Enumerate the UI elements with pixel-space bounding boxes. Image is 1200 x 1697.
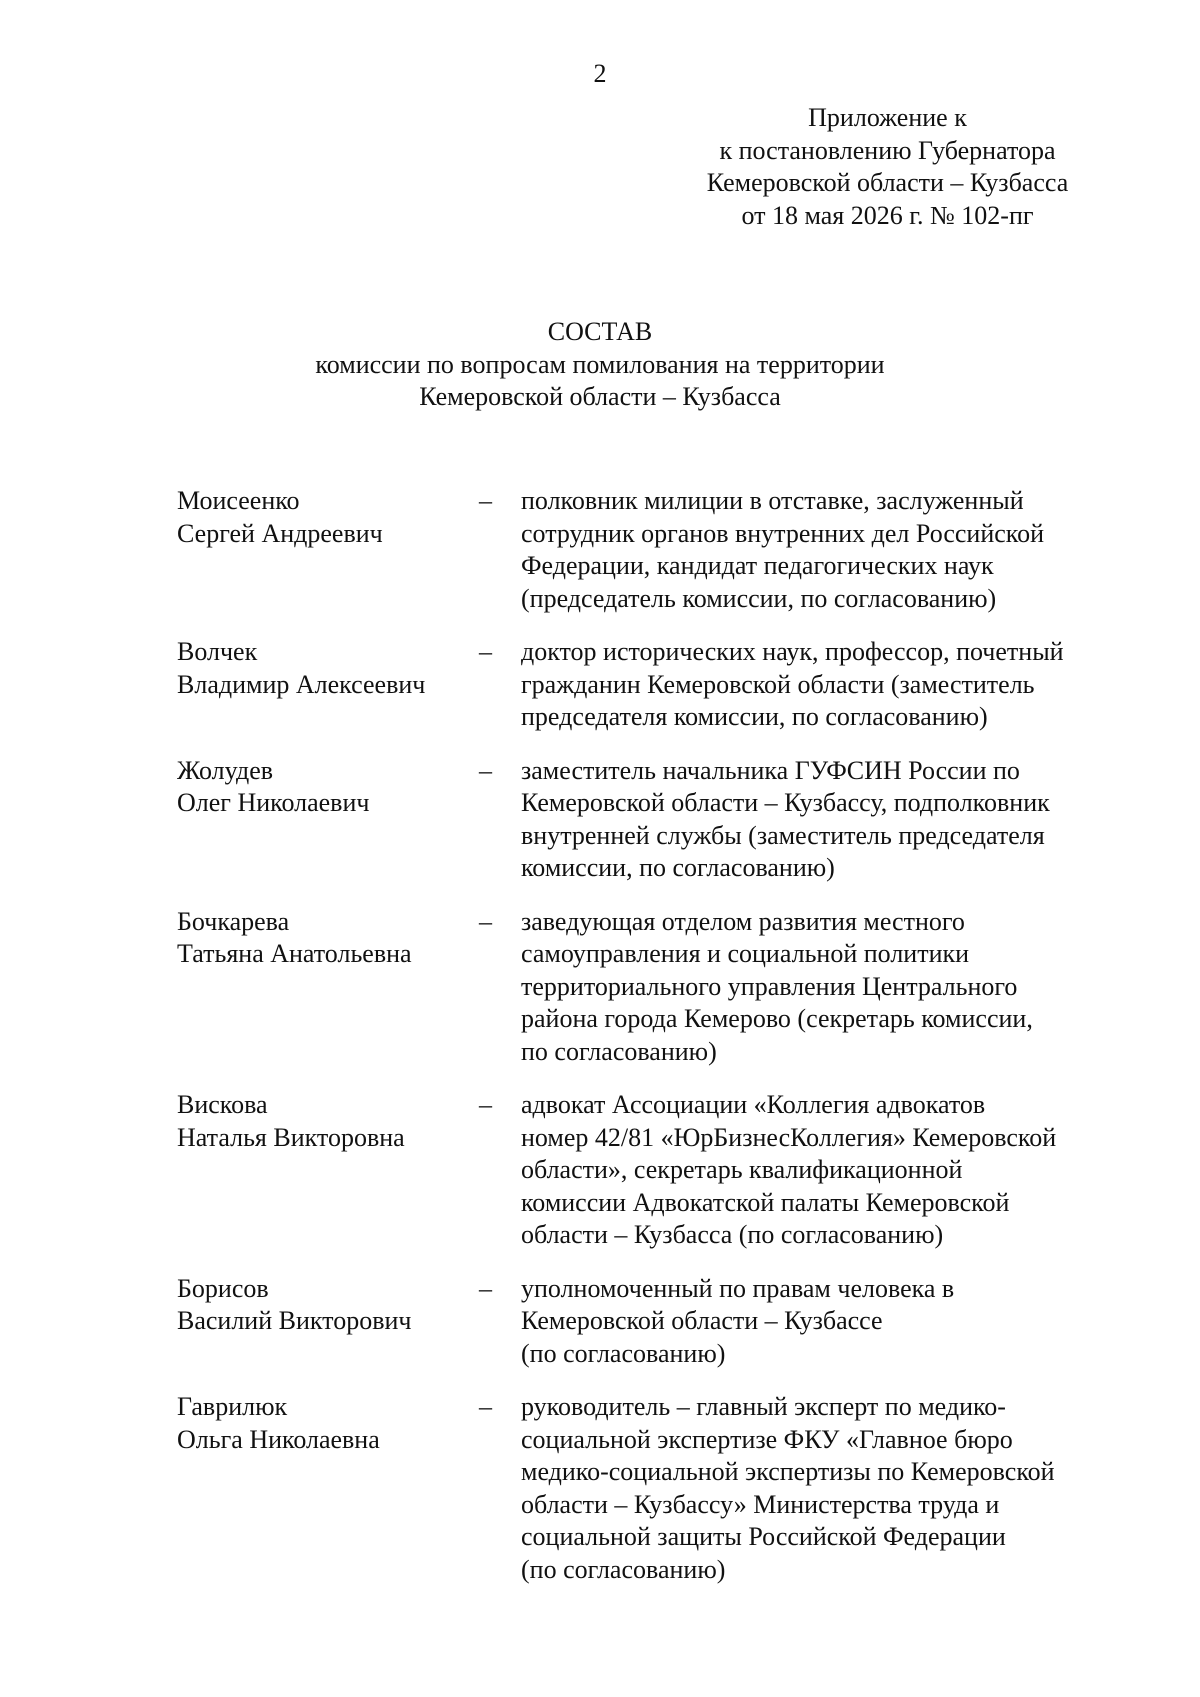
member-surname: Гаврилюк: [177, 1392, 288, 1421]
member-entry: [177, 1089, 1137, 1252]
member-name: [177, 636, 479, 734]
description-line: внутренней службы (заместитель председателя: [521, 820, 1045, 850]
description-line: Кемеровской области – Кузбассе: [521, 1306, 883, 1335]
description-line: доктор исторических наук, профессор, почетный: [521, 637, 1064, 666]
member-dash: –: [479, 906, 492, 936]
member-given-name: Ольга Николаевна: [177, 1424, 380, 1454]
member-dash: –: [479, 486, 492, 515]
member-given-name: Олег Николаевич: [177, 788, 370, 817]
member-description: [521, 1273, 1121, 1371]
description-line: (по согласованию): [521, 1554, 726, 1584]
member-surname: Моисеенко: [177, 486, 300, 515]
description-line: сотрудник органов внутренних дел Российской: [521, 518, 1045, 548]
member-dash: –: [479, 1090, 492, 1119]
member-name: [177, 906, 479, 1069]
description-line: района города Кемерово (секретарь комиссии,: [521, 1004, 1033, 1033]
member-entry: [177, 1391, 1137, 1586]
member-dash: –: [479, 637, 492, 666]
appendix-line: к постановлению Губернатора: [719, 135, 1056, 165]
title-line: комиссии по вопросам помилования на территории: [315, 349, 885, 379]
member-given-name: Сергей Андреевич: [177, 518, 383, 548]
description-line: комиссии, по согласованию): [521, 853, 835, 882]
member-description: [521, 1391, 1121, 1586]
member-name: [177, 1391, 479, 1586]
appendix-line: Приложение к: [808, 103, 967, 132]
member-surname: Борисов: [177, 1273, 269, 1303]
member-given-name: Наталья Викторовна: [177, 1122, 405, 1152]
member-name: [177, 1273, 479, 1371]
description-line: номер 42/81 «ЮрБизнесКоллегия» Кемеровской: [521, 1122, 1057, 1152]
description-line: социальной экспертизе ФКУ «Главное бюро: [521, 1424, 1013, 1454]
member-entry: [177, 755, 1137, 885]
member-surname: Волчек: [177, 637, 258, 666]
document-title: [0, 316, 1200, 414]
appendix-line: от 18 мая 2026 г. № 102-пг: [741, 200, 1034, 230]
member-description: [521, 906, 1121, 1069]
description-line: области – Кузбассу» Министерства труда и: [521, 1489, 1000, 1519]
description-line: Кемеровской области – Кузбассу, подполковник: [521, 788, 1050, 817]
member-entry: [177, 906, 1137, 1069]
title-line: Кемеровской области – Кузбасса: [419, 382, 781, 411]
description-line: по согласованию): [521, 1036, 717, 1066]
member-entry: [177, 1273, 1137, 1371]
description-line: социальной защиты Российской Федерации: [521, 1522, 1006, 1551]
member-description: [521, 485, 1121, 615]
description-line: руководитель – главный эксперт по медико-: [521, 1392, 1006, 1421]
description-line: гражданин Кемеровской области (заместитель: [521, 669, 1035, 699]
member-dash: –: [479, 755, 492, 785]
description-line: (по согласованию): [521, 1338, 726, 1368]
page-number: 2: [593, 59, 607, 88]
description-line: председателя комиссии, по согласованию): [521, 702, 988, 731]
member-surname: Бочкарева: [177, 906, 290, 936]
description-line: адвокат Ассоциации «Коллегия адвокатов: [521, 1090, 986, 1119]
member-description: [521, 755, 1121, 885]
member-surname: Жолудев: [177, 755, 274, 785]
title-heading: СОСТАВ: [547, 317, 653, 346]
member-given-name: Владимир Алексеевич: [177, 669, 426, 699]
description-line: полковник милиции в отставке, заслуженный: [521, 486, 1024, 515]
description-line: заведующая отделом развития местного: [521, 906, 965, 936]
description-line: территориального управления Центрального: [521, 971, 1018, 1001]
member-name: [177, 755, 479, 885]
description-line: комиссии Адвокатской палаты Кемеровской: [521, 1187, 1010, 1217]
member-entry: [177, 636, 1137, 734]
member-name: [177, 485, 479, 615]
description-line: заместитель начальника ГУФСИН России по: [521, 755, 1020, 785]
appendix-header: [655, 102, 1120, 232]
member-dash: –: [479, 1273, 492, 1303]
member-description: [521, 1089, 1121, 1252]
appendix-line: Кемеровской области – Кузбасса: [706, 168, 1069, 197]
description-line: области», секретарь квалификационной: [521, 1155, 963, 1184]
member-dash: –: [479, 1392, 492, 1421]
description-line: области – Кузбасса (по согласованию): [521, 1220, 944, 1249]
member-given-name: Василий Викторович: [177, 1306, 412, 1335]
description-line: (председатель комиссии, по согласованию): [521, 583, 997, 613]
description-line: уполномоченный по правам человека в: [521, 1273, 955, 1303]
member-name: [177, 1089, 479, 1252]
description-line: Федерации, кандидат педагогических наук: [521, 551, 994, 580]
member-description: [521, 636, 1121, 734]
description-line: медико-социальной экспертизы по Кемеровской: [521, 1457, 1055, 1486]
member-given-name: Татьяна Анатольевна: [177, 939, 412, 968]
member-entry: [177, 485, 1137, 615]
description-line: самоуправления и социальной политики: [521, 939, 970, 968]
member-surname: Вискова: [177, 1090, 268, 1119]
members-list: [177, 485, 1137, 1607]
